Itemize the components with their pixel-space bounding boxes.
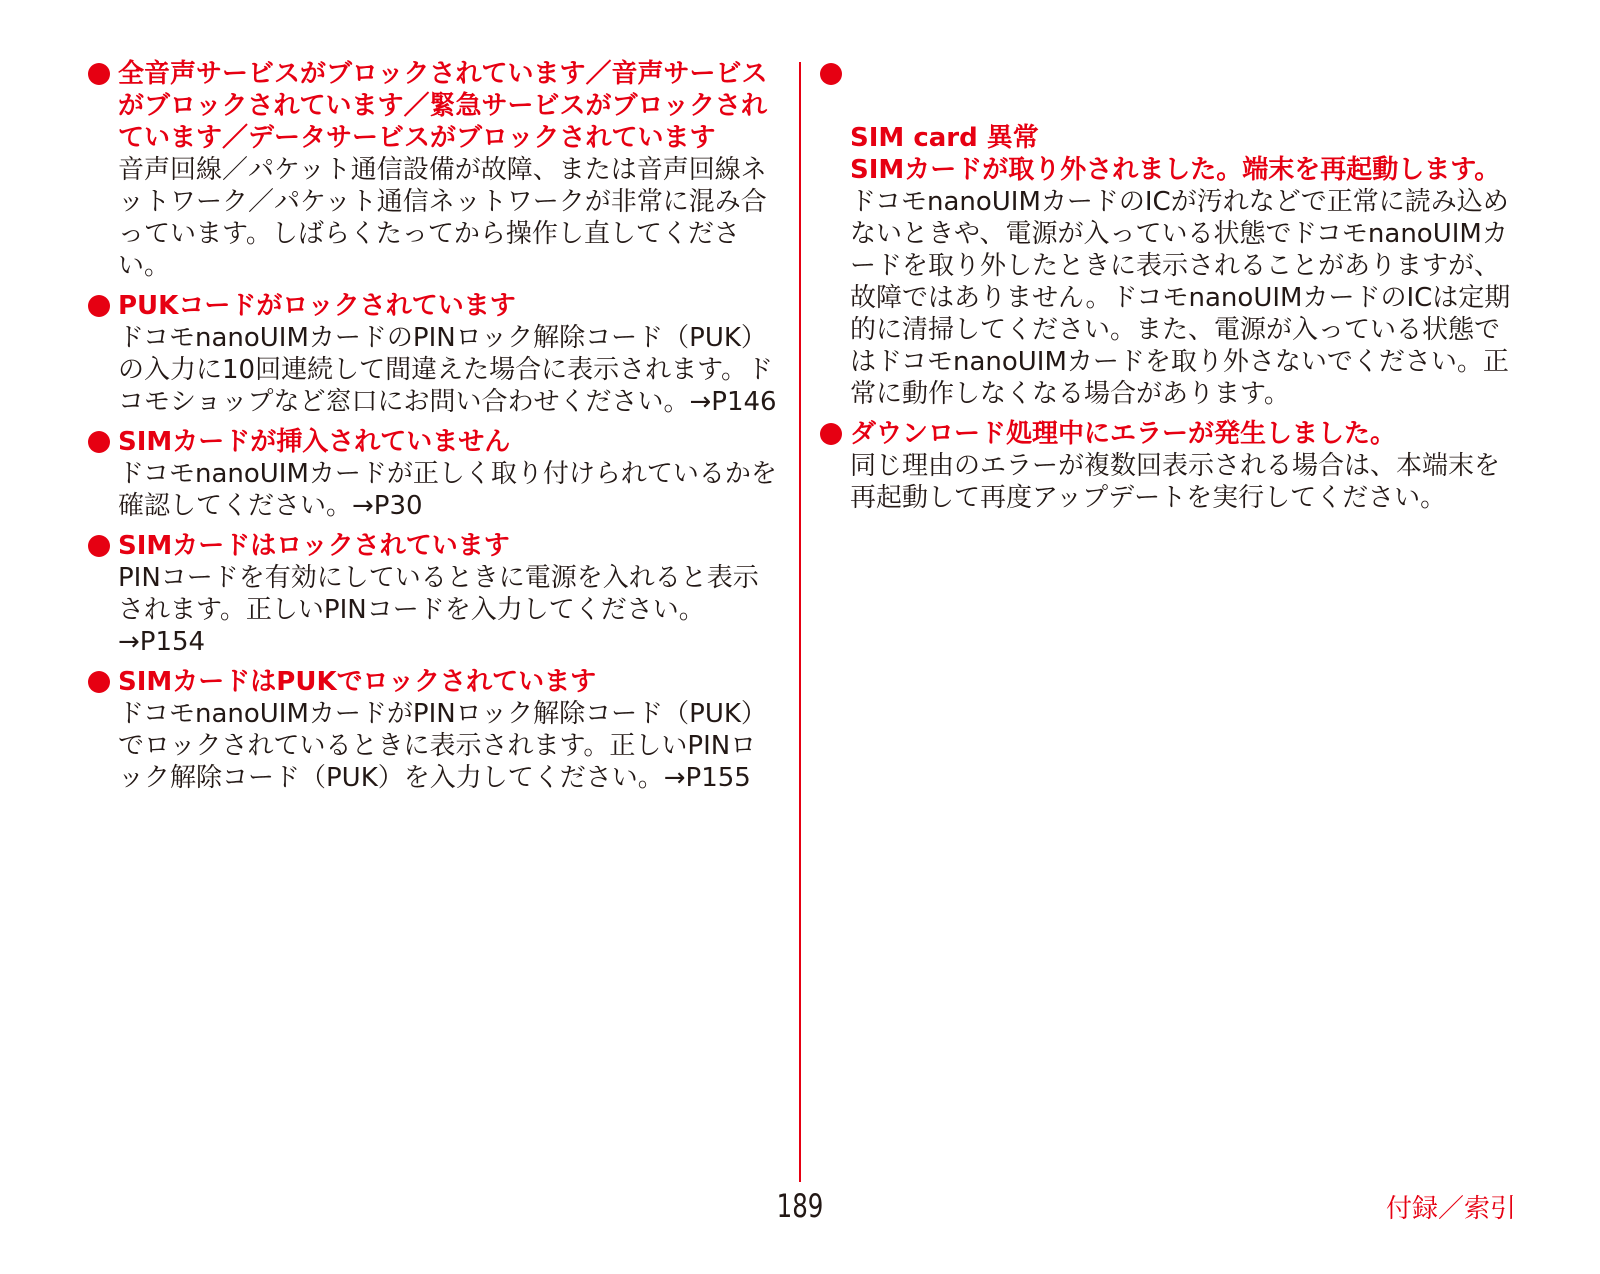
message-entry	[88, 58, 778, 282]
message-description: ドコモnanoUIMカードが正しく取り付けられているかを確認してください。→P30	[118, 459, 777, 521]
bullet-icon	[88, 431, 110, 453]
message-entry	[88, 290, 778, 418]
message-title	[88, 58, 778, 154]
message-entry	[820, 418, 1520, 514]
bullet-icon	[88, 535, 110, 557]
bullet-icon	[820, 63, 842, 85]
message-entry	[820, 58, 1520, 410]
message-title-text: PUKコードがロックされています	[118, 291, 516, 321]
message-entry	[88, 666, 778, 794]
message-title-text: SIM card 異常 SIMカードが取り外されました。端末を再起動します。	[850, 123, 1501, 185]
message-title	[88, 666, 778, 698]
message-entry	[88, 530, 778, 658]
message-title-text: SIMカードはPUKでロックされています	[118, 667, 597, 697]
message-title-text: SIMカードはロックされています	[118, 531, 510, 561]
column-divider	[799, 62, 801, 1182]
message-title	[88, 530, 778, 562]
message-title	[820, 418, 1520, 450]
message-title	[88, 426, 778, 458]
message-title-text: SIMカードが挿入されていません	[118, 427, 511, 457]
message-title	[88, 290, 778, 322]
right-column	[820, 58, 1520, 522]
bullet-icon	[88, 63, 110, 85]
message-description: ドコモnanoUIMカードがPINロック解除コード（PUK）でロックされているときに表示されます。正しいPINロック解除コード（PUK）を入力してください。→P155	[118, 699, 767, 793]
message-description: 同じ理由のエラーが複数回表示される場合は、本端末を再起動して再度アップデートを実行してください。	[850, 451, 1501, 513]
message-description: ドコモnanoUIMカードのPINロック解除コード（PUK）の入力に10回連続して間違えた場合に表示されます。ドコモショップなど窓口にお問い合わせください。→P146	[118, 323, 777, 417]
bullet-icon	[820, 423, 842, 445]
message-entry	[88, 426, 778, 522]
message-description: 音声回線／パケット通信設備が故障、または音声回線ネットワーク／パケット通信ネットワークが非常に混み合っています。しばらくたってから操作し直してください。	[118, 155, 767, 281]
bullet-icon	[88, 671, 110, 693]
message-title	[820, 58, 1520, 186]
bullet-icon	[88, 295, 110, 317]
message-description: ドコモnanoUIMカードのICが汚れなどで正常に読み込めないときや、電源が入っている状態でドコモnanoUIMカードを取り外したときに表示されることがありますが、故障ではありません。ドコモnanoUIMカードのICは定期的に清掃してください。また、電源が入っている状態ではドコモnanoUIMカードを取り外さないでください。正常に動作しなくなる場合があります。	[850, 187, 1511, 409]
message-title-text: ダウンロード処理中にエラーが発生しました。	[850, 419, 1397, 449]
page-number: 189	[776, 1187, 824, 1225]
message-description: PINコードを有効にしているときに電源を入れると表示されます。正しいPINコードを入力してください。→P154	[118, 563, 759, 657]
message-title-text: 全音声サービスがブロックされています／音声サービスがブロックされています／緊急サービスがブロックされています／データサービスがブロックされています	[118, 59, 768, 153]
left-column	[88, 58, 778, 802]
section-label: 付録／索引	[1385, 1194, 1516, 1224]
